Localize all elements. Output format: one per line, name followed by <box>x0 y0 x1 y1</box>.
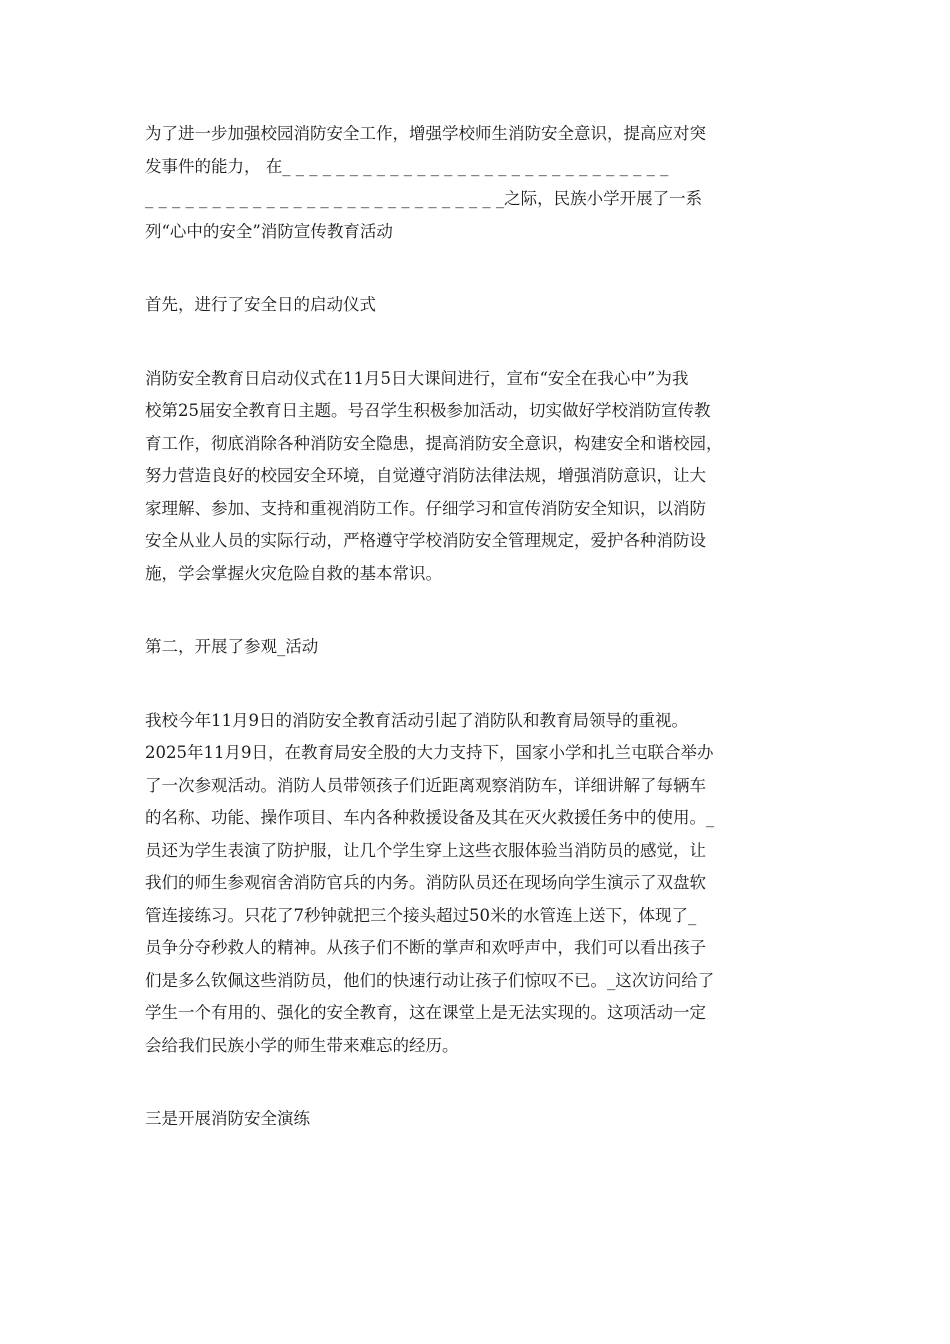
paragraph-gap <box>145 590 805 631</box>
text-line: 育工作，彻底消除各种消防安全隐患，提高消防安全意识，构建安全和谐校园， <box>145 433 723 453</box>
paragraph-gap <box>145 248 805 289</box>
text-line: 为了进一步加强校园消防安全工作，增强学校师生消防安全意识，提高应对突 <box>145 124 706 143</box>
section-heading-1 <box>145 289 805 322</box>
text-line: 的名称、功能、操作项目、车内各种救援设备及其在灭火救援任务中的使用。_ <box>145 808 715 827</box>
text-line: 消防安全教育日启动仪式在11月5日大课间进行，宣布“安全在我心中”为我 <box>145 368 689 388</box>
intro-paragraph <box>145 118 805 248</box>
text-line: 校第25届安全教育日主题。号召学生积极参加活动，切实做好学校消防宣传教 <box>145 401 711 420</box>
text-line: 2025年11月9日，在教育局安全股的大力支持下，国家小学和扎兰屯联合举办 <box>145 743 714 762</box>
text-line: 管连接练习。只花了7秒钟就把三个接头超过50米的水管连上送下，体现了_ <box>145 905 697 925</box>
section-heading-2 <box>145 631 805 664</box>
section-heading-3 <box>145 1103 805 1136</box>
heading-text: 首先，进行了安全日的启动仪式 <box>145 295 376 314</box>
text-line: 学生一个有用的、强化的安全教育，这在课堂上是无法实现的。这项活动一定 <box>145 1003 706 1022</box>
document-page <box>145 118 805 1136</box>
text-line: 了一次参观活动。消防人员带领孩子们近距离观察消防车，详细讲解了每辆车 <box>145 775 706 795</box>
heading-text: 三是开展消防安全演练 <box>145 1109 310 1128</box>
text-line: 员争分夺秒救人的精神。从孩子们不断的掌声和欢呼声中，我们可以看出孩子 <box>145 938 706 957</box>
text-line: 施，学会掌握火灾危险自救的基本常识。 <box>145 563 442 583</box>
paragraph-gap <box>145 664 805 705</box>
text-line: 发事件的能力， 在_ _ _ _ _ _ _ _ _ _ _ _ _ _ _ _ _ _ _ _ _ _ _ _ _ _ _ _ _ <box>145 156 669 176</box>
text-line: 努力营造良好的校园安全环境，自觉遵守消防法律法规，增强消防意识，让大 <box>145 466 706 485</box>
text-line: 们是多么钦佩这些消防员，他们的快速行动让孩子们惊叹不已。_这次访问给了 <box>145 970 715 990</box>
text-line: 列“心中的安全”消防宣传教育活动 <box>145 221 393 241</box>
text-line: _ _ _ _ _ _ _ _ _ _ _ _ _ _ _ _ _ _ _ _ _ _ _ _ _ _ _之际，民族小学开展了一系 <box>145 189 703 208</box>
section-paragraph-1 <box>145 363 805 591</box>
section-paragraph-2 <box>145 705 805 1063</box>
text-line: 我校今年11月9日的消防安全教育活动引起了消防队和教育局领导的重视。 <box>145 710 688 730</box>
text-line: 家理解、参加、支持和重视消防工作。仔细学习和宣传消防安全知识，以消防 <box>145 498 706 518</box>
text-line: 员还为学生表演了防护服，让几个学生穿上这些衣服体验当消防员的感觉，让 <box>145 840 706 860</box>
text-line: 会给我们民族小学的师生带来难忘的经历。 <box>145 1035 459 1055</box>
paragraph-gap <box>145 322 805 363</box>
heading-text: 第二，开展了参观_活动 <box>145 637 319 656</box>
text-line: 安全从业人员的实际行动，严格遵守学校消防安全管理规定，爱护各种消防设 <box>145 531 706 550</box>
paragraph-gap <box>145 1062 805 1103</box>
text-line: 我们的师生参观宿舍消防官兵的内务。消防队员还在现场向学生演示了双盘软 <box>145 873 706 892</box>
